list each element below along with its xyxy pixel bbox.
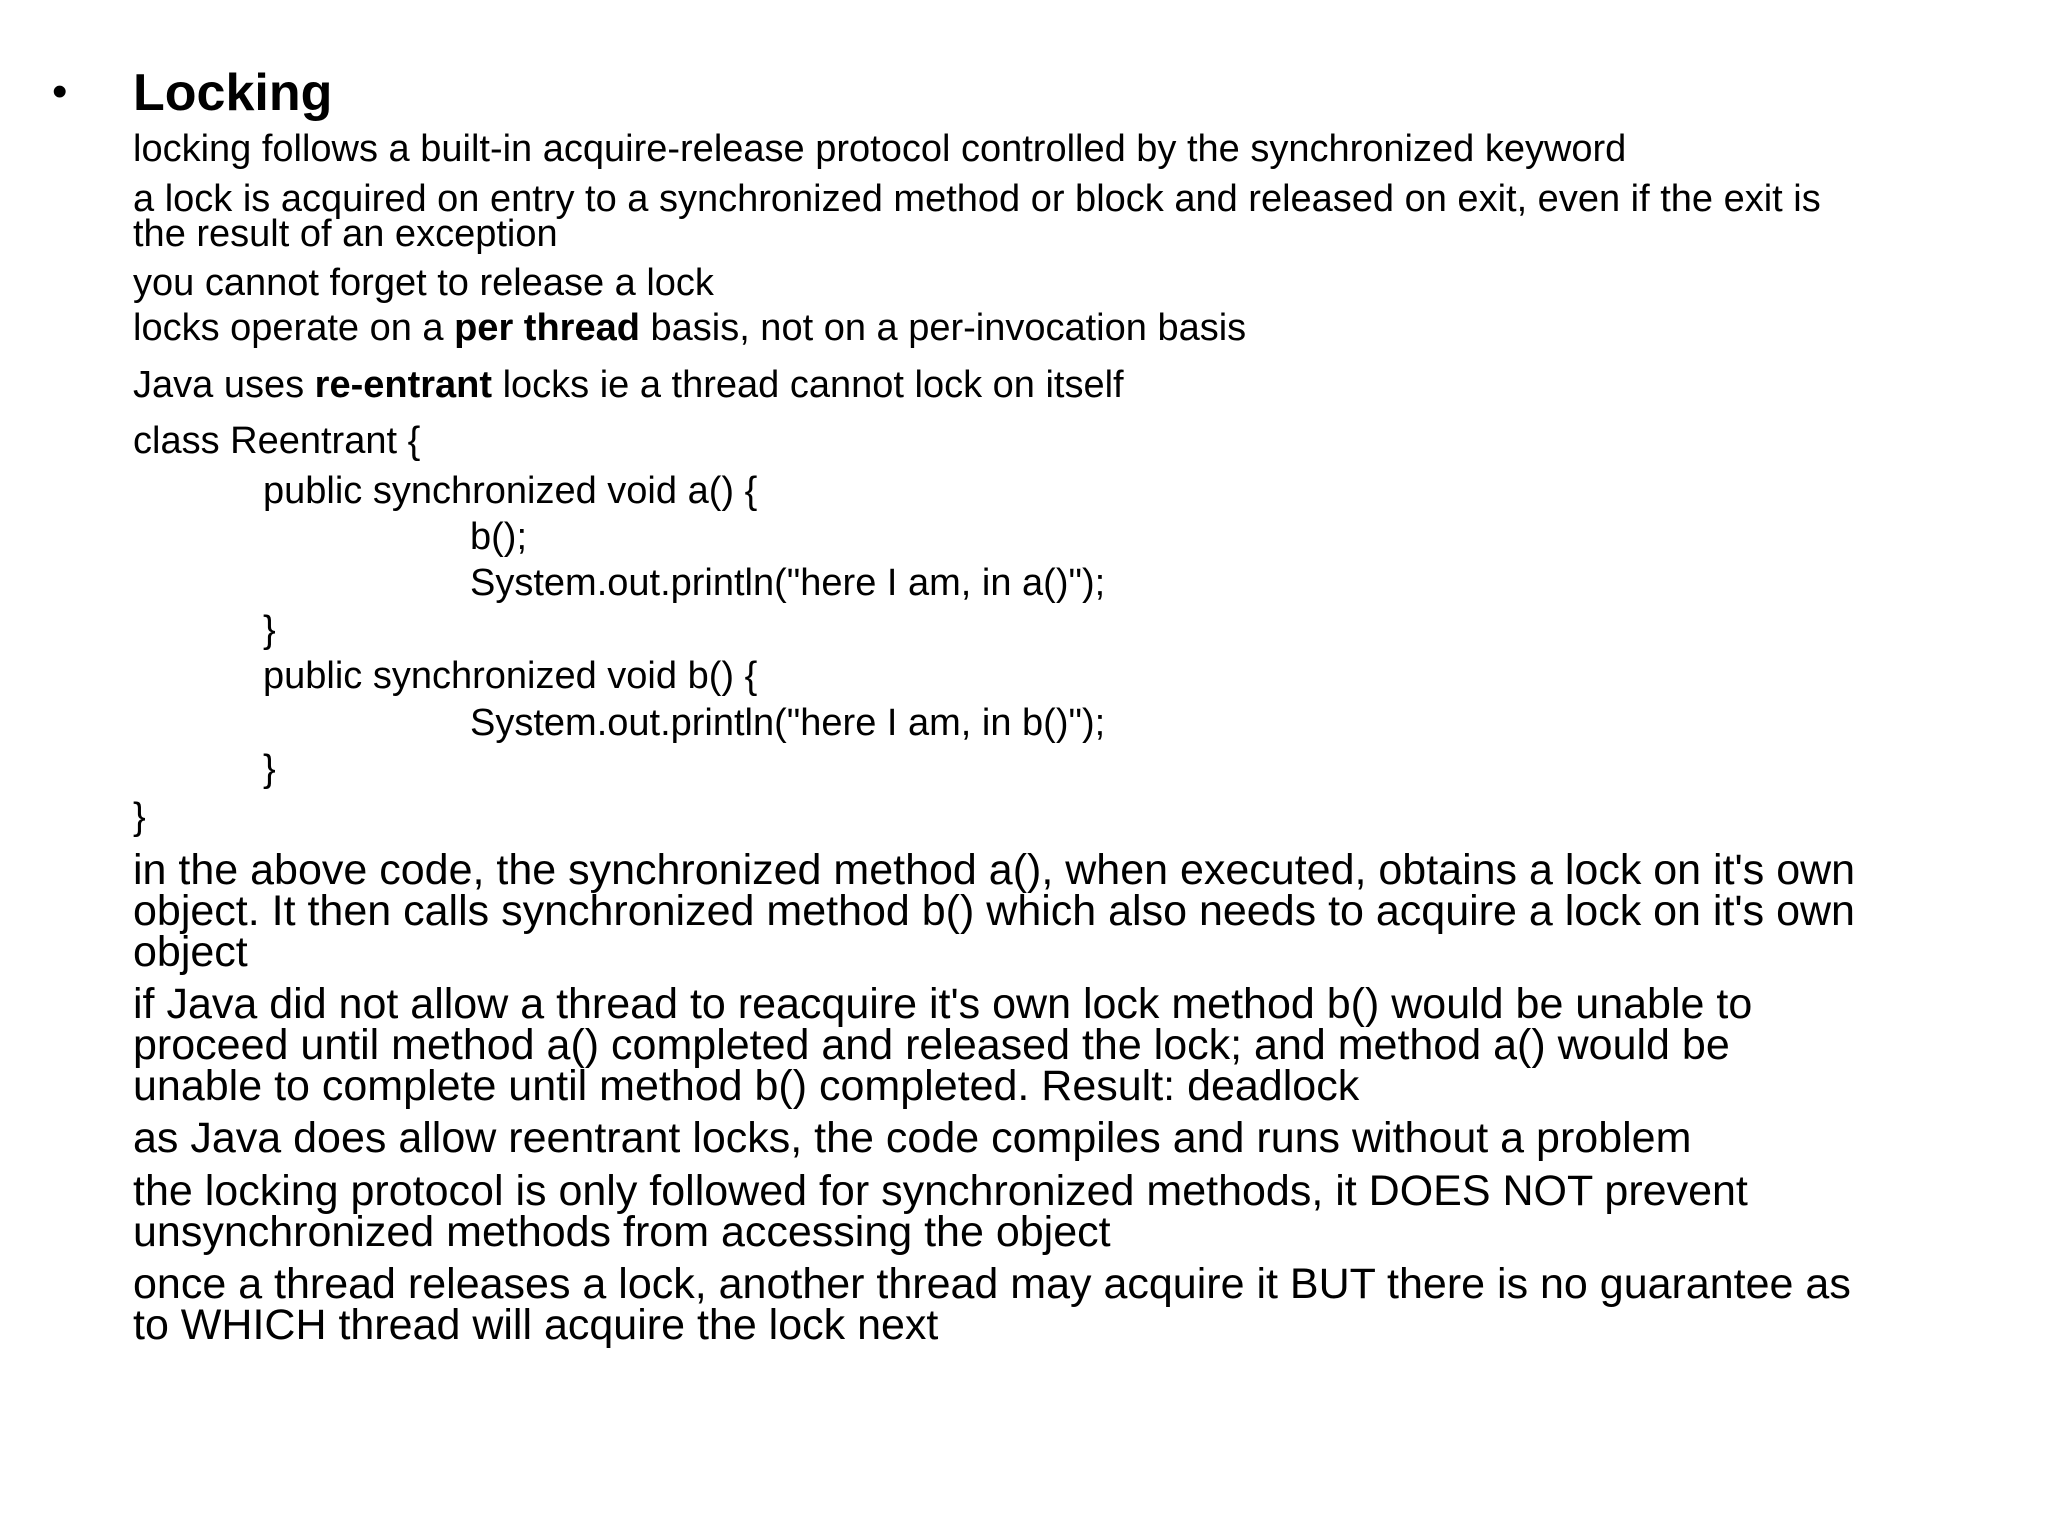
code-line: System.out.println("here I am, in a()"); xyxy=(470,562,1106,604)
code-line: System.out.println("here I am, in b()"); xyxy=(470,702,1106,744)
code-line: } xyxy=(263,748,276,790)
bullet-marker: • xyxy=(52,67,68,116)
line-lock-acquired: a lock is acquired on entry to a synchronized method or block and released on exit, even if the exit is xyxy=(133,178,1821,220)
para-explanation-line: object xyxy=(133,928,248,976)
line-lock-acquired-cont: the result of an exception xyxy=(133,213,558,255)
line-cannot-forget: you cannot forget to release a lock xyxy=(133,262,714,304)
per-thread-emphasis: per thread xyxy=(454,307,640,349)
para-reentrant-ok: as Java does allow reentrant locks, the code compiles and runs without a problem xyxy=(133,1114,1692,1162)
reentrant-emphasis: re-entrant xyxy=(314,364,493,406)
para-release-line: once a thread releases a lock, another thread may acquire it BUT there is no guarantee as xyxy=(133,1260,1851,1308)
code-line: b(); xyxy=(470,516,527,558)
para-release-line: to WHICH thread will acquire the lock next xyxy=(133,1301,939,1349)
para-deadlock-line: unable to complete until method b() completed. Result: deadlock xyxy=(133,1062,1360,1110)
line-per-thread: locks operate on a per thread basis, not on a per-invocation basis xyxy=(133,307,1247,349)
code-line: class Reentrant { xyxy=(133,420,421,462)
slide-title: Locking xyxy=(133,64,333,122)
para-protocol-line: unsynchronized methods from accessing the object xyxy=(133,1208,1111,1256)
para-explanation-line: object. It then calls synchronized method b() which also needs to acquire a lock on it's own xyxy=(133,887,1855,935)
para-explanation-line: in the above code, the synchronized method a(), when executed, obtains a lock on it's own xyxy=(133,846,1856,894)
para-deadlock-line: if Java did not allow a thread to reacquire it's own lock method b() would be unable to xyxy=(133,980,1753,1028)
para-protocol-line: the locking protocol is only followed for synchronized methods, it DOES NOT prevent xyxy=(133,1167,1748,1215)
code-line: } xyxy=(133,796,146,838)
line-locking-protocol: locking follows a built-in acquire-release protocol controlled by the synchronized keyword xyxy=(133,128,1627,170)
para-deadlock-line: proceed until method a() completed and released the lock; and method a() would be xyxy=(133,1021,1730,1069)
line-reentrant: Java uses re-entrant locks ie a thread cannot lock on itself xyxy=(133,364,1124,406)
code-line: public synchronized void b() { xyxy=(263,655,758,697)
code-line: public synchronized void a() { xyxy=(263,470,758,512)
code-line: } xyxy=(263,609,276,651)
